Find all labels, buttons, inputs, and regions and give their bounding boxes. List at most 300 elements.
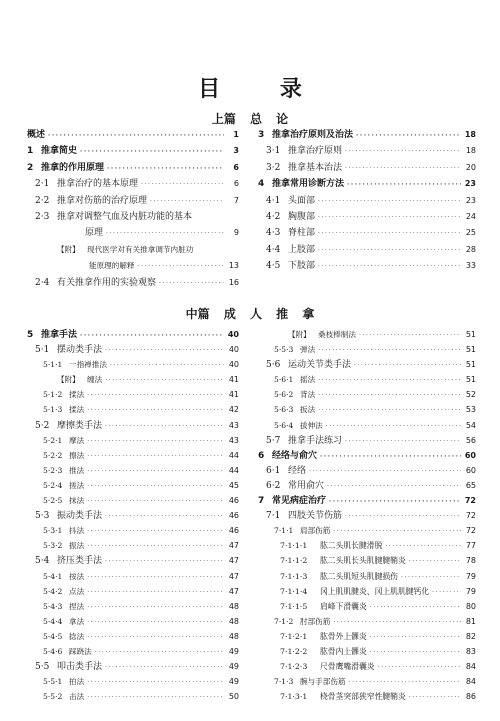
toc-leader-dots <box>347 182 461 188</box>
toc-entry <box>258 633 476 648</box>
toc-entry-number: 5·5·3 <box>274 345 294 355</box>
toc-entry-title: 概述 <box>27 130 46 140</box>
toc-leader-dots <box>141 182 224 188</box>
toc-entry-title: 拍法 <box>69 677 85 687</box>
toc-leader-dots <box>318 264 461 270</box>
toc-leader-dots <box>354 363 461 369</box>
toc-entry-page: 44 <box>228 450 239 460</box>
toc-entry-number: 7·1·3·1 <box>280 692 308 702</box>
toc-entry <box>27 246 239 262</box>
toc-entry-number: 7·1 <box>266 511 281 522</box>
toc-entry <box>27 262 239 278</box>
toc-leader-dots <box>318 378 461 384</box>
toc-entry-number: 7·1·2 <box>274 616 294 626</box>
toc-entry <box>27 693 239 708</box>
toc-entry-page: 47 <box>228 571 239 581</box>
toc-entry <box>258 346 476 361</box>
toc-leader-dots <box>320 454 461 460</box>
toc-leader-dots <box>370 605 461 611</box>
toc-leader-dots <box>48 133 224 139</box>
toc-entry-number: 5·6·4 <box>274 420 294 430</box>
toc-entry-page: 47 <box>228 556 239 566</box>
toc-leader-dots <box>349 680 461 686</box>
toc-entry-title: 拔伸法 <box>300 420 323 430</box>
toc-entry-title: 推拿治疗原则 <box>288 146 343 157</box>
toc-entry-page: 24 <box>465 211 476 221</box>
toc-entry-number: 5·2·1 <box>43 435 63 445</box>
toc-entry <box>258 131 476 147</box>
toc-entry-title: 揉法 <box>69 405 85 415</box>
toc-entry-title: 点法 <box>69 586 85 596</box>
toc-leader-dots <box>333 529 461 535</box>
toc-leader-dots <box>327 484 461 490</box>
toc-entry-number: 2·4 <box>35 277 50 288</box>
toc-entry-page: 77 <box>465 541 476 551</box>
toc-entry-number: 5·3·2 <box>43 541 63 551</box>
toc-entry-title: 运动关节类手法 <box>288 360 352 371</box>
toc-entry-number: 5·5·1 <box>43 677 63 687</box>
toc-entry-title: 擦法 <box>69 450 85 460</box>
toc-entry <box>258 246 476 262</box>
toc-leader-dots <box>318 215 461 221</box>
toc-entry-title: 踩跷法 <box>69 646 92 656</box>
toc-entry-page: 79 <box>465 571 476 581</box>
toc-entry-page: 6 <box>233 179 239 189</box>
toc-entry-title: 肱二头肌长腱滑脱 <box>320 541 383 551</box>
toc-entry-number: 2·1 <box>35 179 50 190</box>
toc-entry <box>27 279 239 295</box>
toc-entry-number: 2 <box>27 162 34 173</box>
toc-entry-page: 6 <box>233 162 239 172</box>
toc-leader-dots <box>401 575 461 581</box>
toc-leader-dots <box>87 393 224 399</box>
toc-entry-title: 推拿治疗原则及治法 <box>272 130 354 140</box>
toc-entry <box>258 197 476 213</box>
toc-entry-page: 65 <box>465 480 476 490</box>
toc-leader-dots <box>105 424 224 430</box>
toc-entry <box>27 573 239 588</box>
toc-entry-title: 捏法 <box>69 601 85 611</box>
toc-entry-page: 25 <box>465 228 476 238</box>
toc-entry-title: 下肢部 <box>288 261 316 272</box>
toc-entry-page: 44 <box>228 465 239 475</box>
toc-entry-page: 48 <box>228 631 239 641</box>
toc-entry-title: 捻法 <box>69 631 85 641</box>
toc-entry-number: 1 <box>27 146 34 157</box>
toc-entry-page: 72 <box>464 496 476 506</box>
toc-entry-page: 84 <box>465 662 476 672</box>
toc-entry-number: 5·5·2 <box>43 692 63 702</box>
toc-entry-title: 肱二头肌短头肌腱损伤 <box>320 571 398 581</box>
toc-entry <box>258 497 476 512</box>
toc-leader-dots <box>87 484 224 490</box>
toc-entry <box>258 618 476 633</box>
toc-leader-dots <box>105 665 224 671</box>
toc-entry-page: 51 <box>465 375 476 385</box>
toc-entry-number: 7·1·3 <box>274 677 294 687</box>
toc-leader-dots <box>432 590 461 596</box>
toc-entry-title: 推拿对伤筋的治疗原理 <box>57 195 148 206</box>
toc-leader-dots <box>370 650 461 656</box>
toc-entry-number: 2·2 <box>35 195 50 206</box>
toc-entry-title: 肱二头肌长头肌腱腱鞘炎 <box>320 556 406 566</box>
toc-entry-number: 3·1 <box>266 146 281 157</box>
toc-entry-number: 6·1 <box>266 465 281 476</box>
toc-entry-page: 46 <box>228 511 239 521</box>
toc-entry <box>258 573 476 588</box>
toc-entry-title: 常用俞穴 <box>288 480 325 491</box>
toc-entry <box>27 618 239 633</box>
toc-entry <box>27 663 239 678</box>
toc-leader-dots <box>309 469 461 475</box>
toc-entry-page: 86 <box>465 692 476 702</box>
toc-entry-page: 48 <box>228 616 239 626</box>
toc-entry <box>258 331 476 346</box>
toc-leader-dots <box>345 149 461 155</box>
toc-entry-title: 腕与手部伤筋 <box>300 677 346 687</box>
toc-entry-number: 5·4·2 <box>43 586 63 596</box>
toc-entry-number: 5·1·2 <box>43 390 63 400</box>
toc-entry-title: 原理 <box>85 228 104 239</box>
toc-entry <box>258 422 476 437</box>
toc-entry-page: 60 <box>465 465 476 475</box>
toc-entry-page: 40 <box>227 330 239 339</box>
toc-leader-dots <box>87 695 224 701</box>
toc-entry-number: 5·4·1 <box>43 571 63 581</box>
toc-entry-number: 5·3·1 <box>43 526 63 536</box>
toc-entry <box>258 482 476 497</box>
toc-entry-title: 推拿基本治法 <box>288 162 343 173</box>
toc-entry-title: 一指禅推法 <box>69 360 107 370</box>
toc-entry-title: 抖法 <box>69 526 85 536</box>
toc-entry-number: 5·2·4 <box>43 480 63 490</box>
toc-entry <box>258 213 476 229</box>
toc-entry-title: 摩法 <box>69 435 85 445</box>
page-title: 目 录 <box>198 76 328 102</box>
toc-entry-title: 四肢关节伤筋 <box>288 511 343 522</box>
toc-entry <box>258 557 476 572</box>
toc-entry-title: 推拿手法练习 <box>288 435 343 446</box>
toc-entry-page: 28 <box>465 244 476 254</box>
toc-entry-number: 4·2 <box>266 211 281 222</box>
toc-entry-number: 7·1·1·2 <box>280 556 308 566</box>
toc-leader-dots <box>87 439 224 445</box>
toc-entry-page: 43 <box>228 435 239 445</box>
toc-entry-number: 6·2 <box>266 480 281 491</box>
upper-left-column <box>27 131 239 295</box>
toc-entry-page: 60 <box>464 450 476 460</box>
toc-entry-number: 3 <box>258 130 265 140</box>
toc-entry-title: 弹法 <box>300 345 316 355</box>
toc-entry <box>258 391 476 406</box>
toc-entry-number: 7·1·1·3 <box>280 571 308 581</box>
toc-entry <box>27 164 239 180</box>
toc-entry-page: 72 <box>465 511 476 521</box>
toc-leader-dots <box>87 454 224 460</box>
toc-entry-title: 推拿的作用原理 <box>41 162 105 173</box>
toc-leader-dots <box>318 393 461 399</box>
toc-leader-dots <box>87 605 224 611</box>
toc-entry-number: 2·3 <box>35 211 50 222</box>
toc-entry-title: 叩击类手法 <box>57 662 103 673</box>
toc-leader-dots <box>359 333 461 339</box>
toc-entry-title: 推拿简史 <box>41 146 78 157</box>
toc-leader-dots <box>80 149 224 155</box>
toc-entry-number: 7·1·1·1 <box>280 541 308 551</box>
toc-entry-page: 23 <box>465 195 476 205</box>
toc-entry <box>258 164 476 180</box>
middle-left-column <box>27 331 239 708</box>
toc-entry <box>258 693 476 708</box>
toc-entry-number: 3·2 <box>266 162 281 173</box>
toc-entry <box>258 467 476 482</box>
toc-entry <box>258 663 476 678</box>
toc-entry-title: 击法 <box>69 692 85 702</box>
toc-entry-page: 49 <box>228 646 239 656</box>
toc-leader-dots <box>318 231 461 237</box>
toc-entry-title: 挤压类手法 <box>57 556 103 567</box>
toc-leader-dots <box>87 544 224 550</box>
toc-entry-title: 肩峰下滑囊炎 <box>320 601 367 611</box>
toc-entry <box>27 213 239 229</box>
toc-entry-number: 5·7 <box>266 435 281 446</box>
toc-leader-dots <box>105 378 224 384</box>
toc-entry <box>258 262 476 278</box>
toc-leader-dots <box>110 363 224 369</box>
toc-entry <box>258 437 476 452</box>
toc-entry-page: 56 <box>465 435 476 445</box>
toc-entry-title: 扳法 <box>300 405 316 415</box>
toc-entry-page: 49 <box>228 662 239 672</box>
toc-entry-number: 5·1·1 <box>43 360 63 370</box>
toc-entry-page: 48 <box>228 601 239 611</box>
upper-section-heading: 上篇 总 论 <box>211 112 289 126</box>
toc-entry-page: 3 <box>233 146 239 156</box>
toc-entry-number: 5·2·3 <box>43 465 63 475</box>
upper-right-column <box>258 131 476 279</box>
toc-entry-title: 肘部伤筋 <box>300 616 331 626</box>
toc-entry-page: 33 <box>465 261 476 271</box>
toc-entry-page: 40 <box>228 360 239 370</box>
toc-entry-title: 肱骨外上髁炎 <box>320 631 367 641</box>
toc-entry <box>258 678 476 693</box>
toc-entry-number: 5·4·5 <box>43 631 63 641</box>
toc-entry-page: 53 <box>465 405 476 415</box>
toc-entry-page: 40 <box>228 345 239 355</box>
toc-entry <box>258 588 476 603</box>
toc-entry-page: 84 <box>465 677 476 687</box>
toc-entry-page: 46 <box>228 526 239 536</box>
toc-entry-title: 按法 <box>69 571 85 581</box>
toc-entry-title: 尺骨鹰嘴滑囊炎 <box>320 662 375 672</box>
toc-leader-dots <box>318 348 461 354</box>
toc-entry-number: 5·4·4 <box>43 616 63 626</box>
toc-entry-number: 5·2·5 <box>43 496 63 506</box>
toc-entry-number: 7·1·2·3 <box>280 662 308 672</box>
toc-entry <box>258 452 476 467</box>
toc-entry <box>27 391 239 406</box>
toc-entry-number: 5·4·6 <box>43 646 63 656</box>
toc-entry <box>27 147 239 163</box>
toc-leader-dots <box>87 590 224 596</box>
toc-entry-number: 6 <box>258 450 265 461</box>
toc-entry-title: 推拿手法 <box>41 330 78 340</box>
toc-leader-dots <box>105 559 224 565</box>
toc-leader-dots <box>87 408 224 414</box>
toc-entry-title: 摩擦类手法 <box>57 420 103 431</box>
toc-leader-dots <box>138 264 224 270</box>
toc-entry-title: 背法 <box>300 390 316 400</box>
toc-entry-page: 45 <box>228 480 239 490</box>
toc-entry-number: 5·4·3 <box>43 601 63 611</box>
toc-entry <box>258 406 476 421</box>
toc-entry-page: 46 <box>228 496 239 506</box>
toc-entry <box>27 376 239 391</box>
toc-entry-number: 4·3 <box>266 228 281 239</box>
toc-entry-number: 5·4 <box>35 556 50 567</box>
toc-entry <box>27 467 239 482</box>
toc-entry-page: 47 <box>228 541 239 551</box>
toc-entry-page: 13 <box>228 261 239 271</box>
toc-entry-number: 5·6·2 <box>274 390 294 400</box>
toc-entry <box>258 147 476 163</box>
toc-entry-number: 4·5 <box>266 261 281 272</box>
toc-entry-page: 83 <box>465 646 476 656</box>
toc-entry <box>27 633 239 648</box>
toc-entry-number: 【附】 <box>288 330 311 339</box>
toc-entry-title: 经络 <box>288 465 307 476</box>
toc-entry-page: 51 <box>465 360 476 370</box>
toc-entry-page: 81 <box>465 616 476 626</box>
toc-entry-title: 拿法 <box>69 616 85 626</box>
toc-entry-page: 79 <box>465 586 476 596</box>
toc-entry-title: 冈上肌肌腱炎、冈上肌肌腱钙化 <box>320 586 430 596</box>
toc-leader-dots <box>378 665 461 671</box>
toc-entry-number: 4·4 <box>266 244 281 255</box>
toc-leader-dots <box>105 348 224 354</box>
toc-entry-page: 78 <box>465 556 476 566</box>
toc-leader-dots <box>370 635 461 641</box>
toc-entry <box>27 482 239 497</box>
toc-entry-page: 9 <box>233 228 239 238</box>
toc-entry-number: 【附】 <box>57 244 80 254</box>
toc-entry-title: 肩部伤筋 <box>300 526 331 536</box>
toc-entry <box>258 180 476 196</box>
toc-entry-title: 能原理的解释 <box>89 261 135 271</box>
toc-leader-dots <box>409 559 461 565</box>
toc-entry-title: 推法 <box>69 465 85 475</box>
toc-entry-number: 7·1·1·5 <box>280 601 308 611</box>
toc-entry-title: 上肢部 <box>288 244 316 255</box>
toc-leader-dots <box>87 469 224 475</box>
toc-leader-dots <box>87 620 224 626</box>
toc-leader-dots <box>345 514 461 520</box>
toc-entry-title: 有关推拿作用的实验观察 <box>57 277 157 288</box>
toc-entry-title: 推拿常用诊断方法 <box>272 179 345 190</box>
toc-leader-dots <box>329 499 461 505</box>
toc-entry-page: 51 <box>465 345 476 355</box>
toc-entry-page: 1 <box>233 130 239 139</box>
toc-entry-page: 50 <box>228 692 239 702</box>
toc-leader-dots <box>87 575 224 581</box>
toc-entry <box>258 361 476 376</box>
toc-entry-page: 51 <box>465 330 476 339</box>
toc-entry-page: 42 <box>228 405 239 415</box>
toc-entry-page: 18 <box>465 146 476 156</box>
toc-leader-dots <box>345 166 461 172</box>
toc-entry <box>27 229 239 245</box>
toc-entry-number: 5·1 <box>35 345 50 356</box>
toc-leader-dots <box>326 424 461 430</box>
toc-entry <box>27 131 239 147</box>
toc-entry <box>258 648 476 663</box>
toc-entry-number: 【附】 <box>57 375 80 385</box>
toc-entry-number: 5·6·3 <box>274 405 294 415</box>
toc-entry-title: 头面部 <box>288 195 316 206</box>
toc-entry-title: 推拿治疗的基本原理 <box>57 179 139 190</box>
toc-entry <box>27 603 239 618</box>
toc-leader-dots <box>87 499 224 505</box>
toc-entry-number: 5·2·2 <box>43 450 63 460</box>
toc-entry-number: 5·3 <box>35 511 50 522</box>
toc-leader-dots <box>318 248 461 254</box>
toc-entry-title: 振法 <box>69 541 85 551</box>
toc-entry-title: 揉法 <box>69 390 85 400</box>
toc-entry <box>27 346 239 361</box>
toc-entry-title: 脊柱部 <box>288 228 316 239</box>
toc-entry-page: 52 <box>465 390 476 400</box>
toc-entry-page: 41 <box>228 390 239 400</box>
toc-entry <box>258 512 476 527</box>
toc-entry-page: 20 <box>465 162 476 172</box>
toc-entry-title: 摆动类手法 <box>57 345 103 356</box>
toc-leader-dots <box>318 199 461 205</box>
toc-entry-title: 搓法 <box>69 480 85 490</box>
toc-entry <box>27 588 239 603</box>
toc-leader-dots <box>150 199 224 205</box>
toc-leader-dots <box>80 333 224 339</box>
toc-entry-page: 43 <box>228 420 239 430</box>
toc-entry-page: 82 <box>465 631 476 641</box>
toc-entry-number: 7·1·1·4 <box>280 586 308 596</box>
toc-entry <box>27 437 239 452</box>
toc-entry-number: 5·5 <box>35 662 50 673</box>
toc-entry <box>27 452 239 467</box>
middle-right-column <box>258 331 476 708</box>
toc-entry <box>27 180 239 196</box>
toc-entry <box>27 422 239 437</box>
toc-entry-number: 7 <box>258 496 265 507</box>
toc-leader-dots <box>356 133 461 139</box>
toc-leader-dots <box>409 695 461 701</box>
toc-leader-dots <box>159 281 224 287</box>
toc-leader-dots <box>95 650 224 656</box>
toc-leader-dots <box>385 544 461 550</box>
middle-section-heading: 中篇 成 人 推 拿 <box>185 307 315 321</box>
toc-entry <box>27 197 239 213</box>
toc-leader-dots <box>333 620 461 626</box>
toc-entry-page: 49 <box>228 677 239 687</box>
toc-entry <box>258 376 476 391</box>
toc-entry-page: 47 <box>228 586 239 596</box>
toc-entry-number: 5·6·1 <box>274 375 294 385</box>
toc-entry-number: 7·1·2·1 <box>280 631 308 641</box>
toc-entry-title: 肱骨内上髁炎 <box>320 646 367 656</box>
toc-entry-page: 72 <box>465 526 476 536</box>
toc-entry <box>258 229 476 245</box>
toc-entry <box>27 512 239 527</box>
toc-entry-title: 抹法 <box>69 496 85 506</box>
